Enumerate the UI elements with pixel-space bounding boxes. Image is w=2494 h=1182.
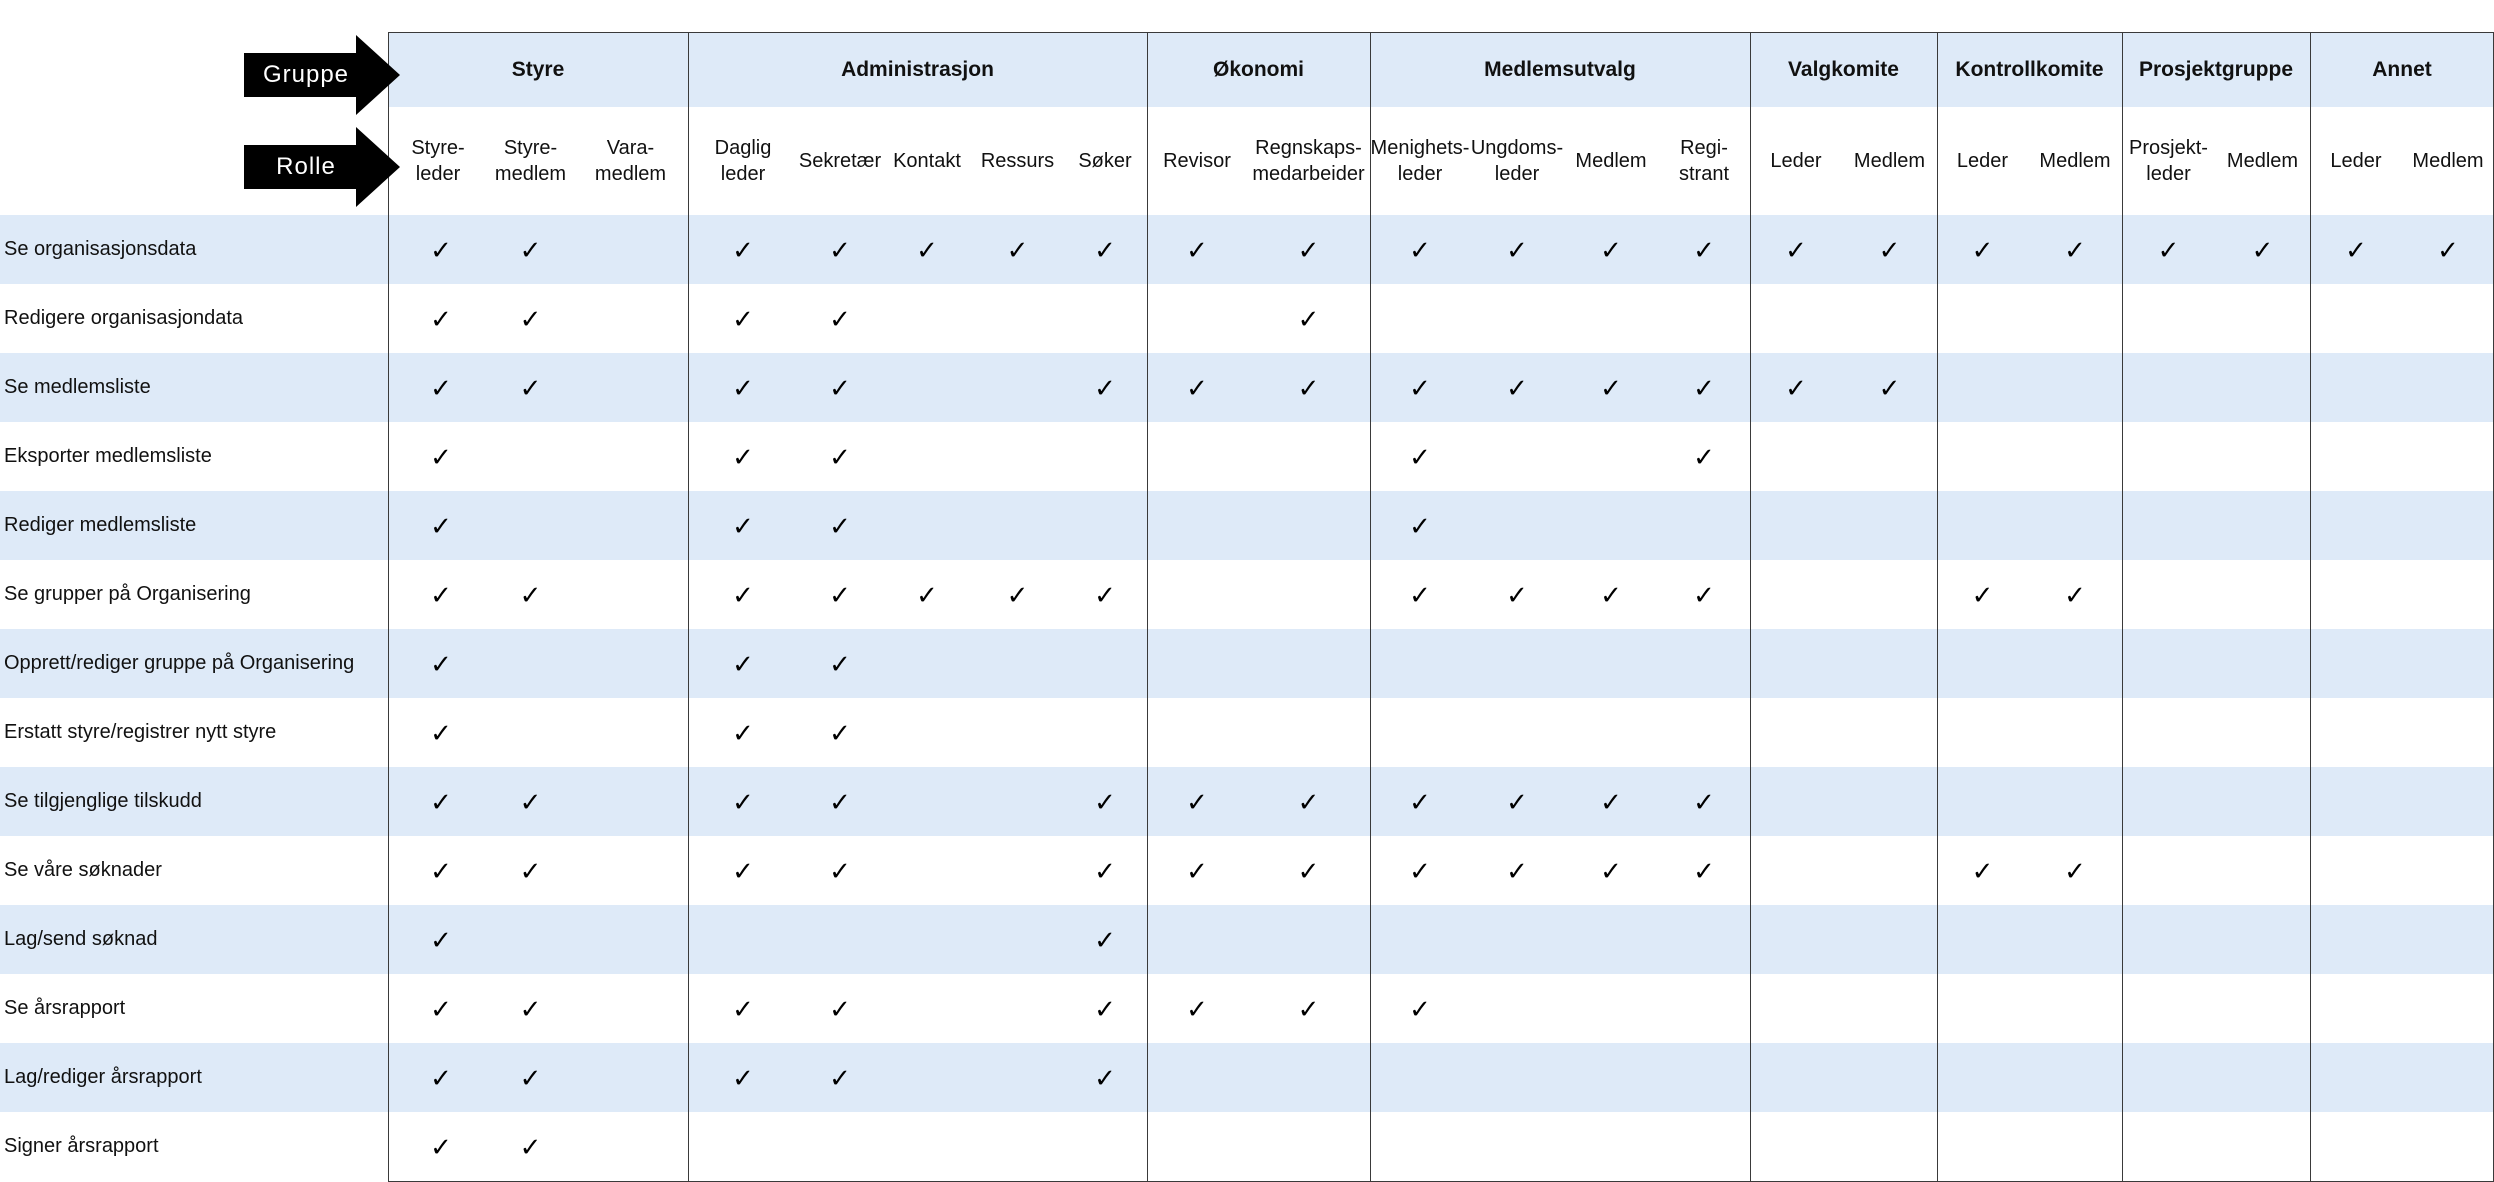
- check-mark-icon: ✓: [1878, 234, 1901, 265]
- role-header: Daglig leder: [714, 137, 772, 185]
- check-mark-icon: ✓: [1186, 234, 1208, 265]
- check-mark-icon: ✓: [1600, 372, 1622, 403]
- group-divider: [688, 32, 689, 1182]
- role-header: Regnskaps- medarbeider: [1252, 137, 1365, 185]
- check-mark-icon: ✓: [1600, 786, 1622, 817]
- check-mark-icon: ✓: [1693, 579, 1715, 610]
- check-mark-icon: ✓: [1094, 579, 1116, 610]
- group-arrow-icon-label: Gruppe: [262, 61, 350, 88]
- permission-label: Redigere organisasjondata: [4, 307, 244, 329]
- check-mark-icon: ✓: [1186, 786, 1208, 817]
- permission-label: Se årsrapport: [4, 997, 126, 1019]
- check-mark-icon: ✓: [430, 717, 452, 748]
- check-mark-icon: ✓: [1600, 579, 1622, 610]
- check-mark-icon: ✓: [829, 786, 851, 817]
- check-mark-icon: ✓: [1297, 303, 1320, 334]
- check-mark-icon: ✓: [430, 1062, 452, 1093]
- group-divider: [1147, 32, 1148, 1182]
- permission-label: Lag/rediger årsrapport: [4, 1066, 202, 1088]
- group-divider: [1937, 32, 1938, 1182]
- check-mark-icon: ✓: [430, 1131, 452, 1162]
- check-mark-icon: ✓: [1409, 510, 1431, 541]
- check-mark-icon: ✓: [1297, 234, 1320, 265]
- role-header: Leder: [2330, 150, 2382, 172]
- permission-label: Eksporter medlemsliste: [4, 445, 212, 467]
- check-mark-icon: ✓: [1094, 924, 1116, 955]
- role-header: Leder: [1770, 150, 1822, 172]
- group-arrow-icon: [244, 35, 400, 115]
- check-mark-icon: ✓: [732, 441, 754, 472]
- check-mark-icon: ✓: [519, 993, 542, 1024]
- check-mark-icon: ✓: [1006, 234, 1029, 265]
- group-header: Styre: [511, 57, 565, 81]
- check-mark-icon: ✓: [1506, 372, 1528, 403]
- group-header: Administrasjon: [841, 57, 994, 81]
- check-mark-icon: ✓: [1094, 234, 1116, 265]
- check-mark-icon: ✓: [829, 717, 851, 748]
- permission-label: Se grupper på Organisering: [4, 583, 251, 605]
- check-mark-icon: ✓: [829, 1062, 851, 1093]
- check-mark-icon: ✓: [2251, 234, 2274, 265]
- check-mark-icon: ✓: [1971, 579, 1994, 610]
- check-mark-icon: ✓: [829, 372, 851, 403]
- check-mark-icon: ✓: [829, 510, 851, 541]
- check-mark-icon: ✓: [519, 372, 542, 403]
- check-mark-icon: ✓: [519, 1131, 542, 1162]
- check-mark-icon: ✓: [1094, 993, 1116, 1024]
- check-mark-icon: ✓: [519, 579, 542, 610]
- check-mark-icon: ✓: [732, 855, 754, 886]
- role-header: Leder: [1956, 150, 2009, 172]
- role-header: Prosjekt- leder: [2129, 137, 2208, 185]
- row-band: [0, 353, 2494, 422]
- role-header: Medlem: [2039, 150, 2111, 172]
- group-header: Prosjektgruppe: [2138, 57, 2294, 81]
- check-mark-icon: ✓: [1409, 441, 1431, 472]
- check-mark-icon: ✓: [1409, 372, 1431, 403]
- check-mark-icon: ✓: [519, 855, 542, 886]
- row-band: [0, 629, 2494, 698]
- check-mark-icon: ✓: [1297, 993, 1320, 1024]
- check-mark-icon: ✓: [2064, 855, 2086, 886]
- role-header: Medlem: [1575, 150, 1647, 172]
- check-mark-icon: ✓: [519, 1062, 542, 1093]
- check-mark-icon: ✓: [2345, 234, 2367, 265]
- check-mark-icon: ✓: [1693, 786, 1715, 817]
- check-mark-icon: ✓: [732, 234, 754, 265]
- check-mark-icon: ✓: [1094, 1062, 1116, 1093]
- permission-label: Signer årsrapport: [4, 1135, 159, 1157]
- permission-label: Rediger medlemsliste: [4, 514, 197, 536]
- check-mark-icon: ✓: [1506, 855, 1528, 886]
- permission-label: Opprett/rediger gruppe på Organisering: [4, 652, 355, 674]
- check-mark-icon: ✓: [732, 993, 754, 1024]
- role-header: Ressurs: [980, 150, 1055, 172]
- check-mark-icon: ✓: [1409, 786, 1431, 817]
- permission-label: Se medlemsliste: [4, 376, 151, 398]
- row-band: [0, 491, 2494, 560]
- role-header: Regi- strant: [1678, 137, 1730, 185]
- check-mark-icon: ✓: [2064, 579, 2086, 610]
- role-header: Menighets- leder: [1370, 137, 1470, 185]
- check-mark-icon: ✓: [1186, 993, 1208, 1024]
- check-mark-icon: ✓: [732, 372, 754, 403]
- check-mark-icon: ✓: [1785, 372, 1807, 403]
- group-header: Kontrollkomite: [1955, 57, 2104, 81]
- group-divider: [1370, 32, 1371, 1182]
- check-mark-icon: ✓: [430, 372, 452, 403]
- check-mark-icon: ✓: [916, 579, 938, 610]
- check-mark-icon: ✓: [1297, 372, 1320, 403]
- group-header: Annet: [2372, 57, 2432, 81]
- check-mark-icon: ✓: [1297, 855, 1320, 886]
- check-mark-icon: ✓: [1506, 786, 1528, 817]
- group-divider: [2310, 32, 2311, 1182]
- group-header: Valgkomite: [1788, 57, 1899, 81]
- row-band: [0, 1043, 2494, 1112]
- permission-label: Se våre søknader: [4, 859, 162, 881]
- check-mark-icon: ✓: [519, 786, 542, 817]
- check-mark-icon: ✓: [1971, 855, 1994, 886]
- check-mark-icon: ✓: [519, 234, 542, 265]
- role-header: Styre- leder: [411, 137, 465, 185]
- check-mark-icon: ✓: [732, 510, 754, 541]
- check-mark-icon: ✓: [2064, 234, 2086, 265]
- check-mark-icon: ✓: [1600, 855, 1622, 886]
- check-mark-icon: ✓: [430, 855, 452, 886]
- check-mark-icon: ✓: [732, 1062, 754, 1093]
- role-header: Kontakt: [893, 150, 961, 172]
- check-mark-icon: ✓: [1094, 786, 1116, 817]
- check-mark-icon: ✓: [1297, 786, 1320, 817]
- role-header: Vara- medlem: [594, 137, 667, 185]
- check-mark-icon: ✓: [1506, 234, 1528, 265]
- check-mark-icon: ✓: [2157, 234, 2180, 265]
- check-mark-icon: ✓: [829, 441, 851, 472]
- check-mark-icon: ✓: [519, 303, 542, 334]
- group-divider: [2122, 32, 2123, 1182]
- role-arrow-icon-label: Rolle: [276, 153, 336, 180]
- check-mark-icon: ✓: [1878, 372, 1901, 403]
- check-mark-icon: ✓: [829, 993, 851, 1024]
- role-header: Styre- medlem: [494, 137, 567, 185]
- role-header: Revisor: [1163, 150, 1231, 172]
- check-mark-icon: ✓: [1971, 234, 1994, 265]
- check-mark-icon: ✓: [1006, 579, 1029, 610]
- table-top-border: [388, 32, 2494, 33]
- check-mark-icon: ✓: [430, 786, 452, 817]
- role-header: Medlem: [1853, 150, 1926, 172]
- check-mark-icon: ✓: [732, 303, 754, 334]
- role-header: Søker: [1078, 150, 1132, 172]
- check-mark-icon: ✓: [430, 648, 452, 679]
- role-header: Medlem: [2412, 150, 2484, 172]
- check-mark-icon: ✓: [916, 234, 938, 265]
- group-divider: [1750, 32, 1751, 1182]
- check-mark-icon: ✓: [1409, 855, 1431, 886]
- check-mark-icon: ✓: [829, 303, 851, 334]
- check-mark-icon: ✓: [1409, 993, 1431, 1024]
- permission-label: Se organisasjonsdata: [4, 238, 197, 260]
- check-mark-icon: ✓: [829, 579, 851, 610]
- check-mark-icon: ✓: [2437, 234, 2459, 265]
- check-mark-icon: ✓: [430, 579, 452, 610]
- role-header: Sekretær: [798, 150, 882, 172]
- check-mark-icon: ✓: [1693, 234, 1715, 265]
- check-mark-icon: ✓: [1094, 855, 1116, 886]
- check-mark-icon: ✓: [1506, 579, 1528, 610]
- row-band: [0, 905, 2494, 974]
- check-mark-icon: ✓: [1785, 234, 1807, 265]
- role-arrow-icon: [244, 127, 400, 207]
- check-mark-icon: ✓: [1186, 372, 1208, 403]
- group-header: Medlemsutvalg: [1484, 57, 1636, 81]
- row-band: [0, 767, 2494, 836]
- row-band: [0, 215, 2494, 284]
- role-header: Medlem: [2226, 150, 2299, 172]
- check-mark-icon: ✓: [1693, 372, 1715, 403]
- check-mark-icon: ✓: [732, 648, 754, 679]
- check-mark-icon: ✓: [430, 924, 452, 955]
- check-mark-icon: ✓: [829, 855, 851, 886]
- permission-label: Se tilgjenglige tilskudd: [4, 790, 202, 812]
- check-mark-icon: ✓: [829, 648, 851, 679]
- check-mark-icon: ✓: [1693, 441, 1715, 472]
- check-mark-icon: ✓: [1409, 234, 1431, 265]
- check-mark-icon: ✓: [430, 510, 452, 541]
- check-mark-icon: ✓: [1600, 234, 1622, 265]
- permission-label: Lag/send søknad: [4, 928, 158, 950]
- check-mark-icon: ✓: [430, 441, 452, 472]
- permission-label: Erstatt styre/registrer nytt styre: [4, 721, 277, 743]
- check-mark-icon: ✓: [1409, 579, 1431, 610]
- check-mark-icon: ✓: [732, 786, 754, 817]
- check-mark-icon: ✓: [430, 234, 452, 265]
- group-header: Økonomi: [1212, 57, 1304, 81]
- check-mark-icon: ✓: [732, 579, 754, 610]
- check-mark-icon: ✓: [1186, 855, 1208, 886]
- check-mark-icon: ✓: [430, 303, 452, 334]
- check-mark-icon: ✓: [1094, 372, 1116, 403]
- check-mark-icon: ✓: [732, 717, 754, 748]
- role-header: Ungdoms- leder: [1470, 137, 1564, 185]
- check-mark-icon: ✓: [829, 234, 851, 265]
- check-mark-icon: ✓: [1693, 855, 1715, 886]
- check-mark-icon: ✓: [430, 993, 452, 1024]
